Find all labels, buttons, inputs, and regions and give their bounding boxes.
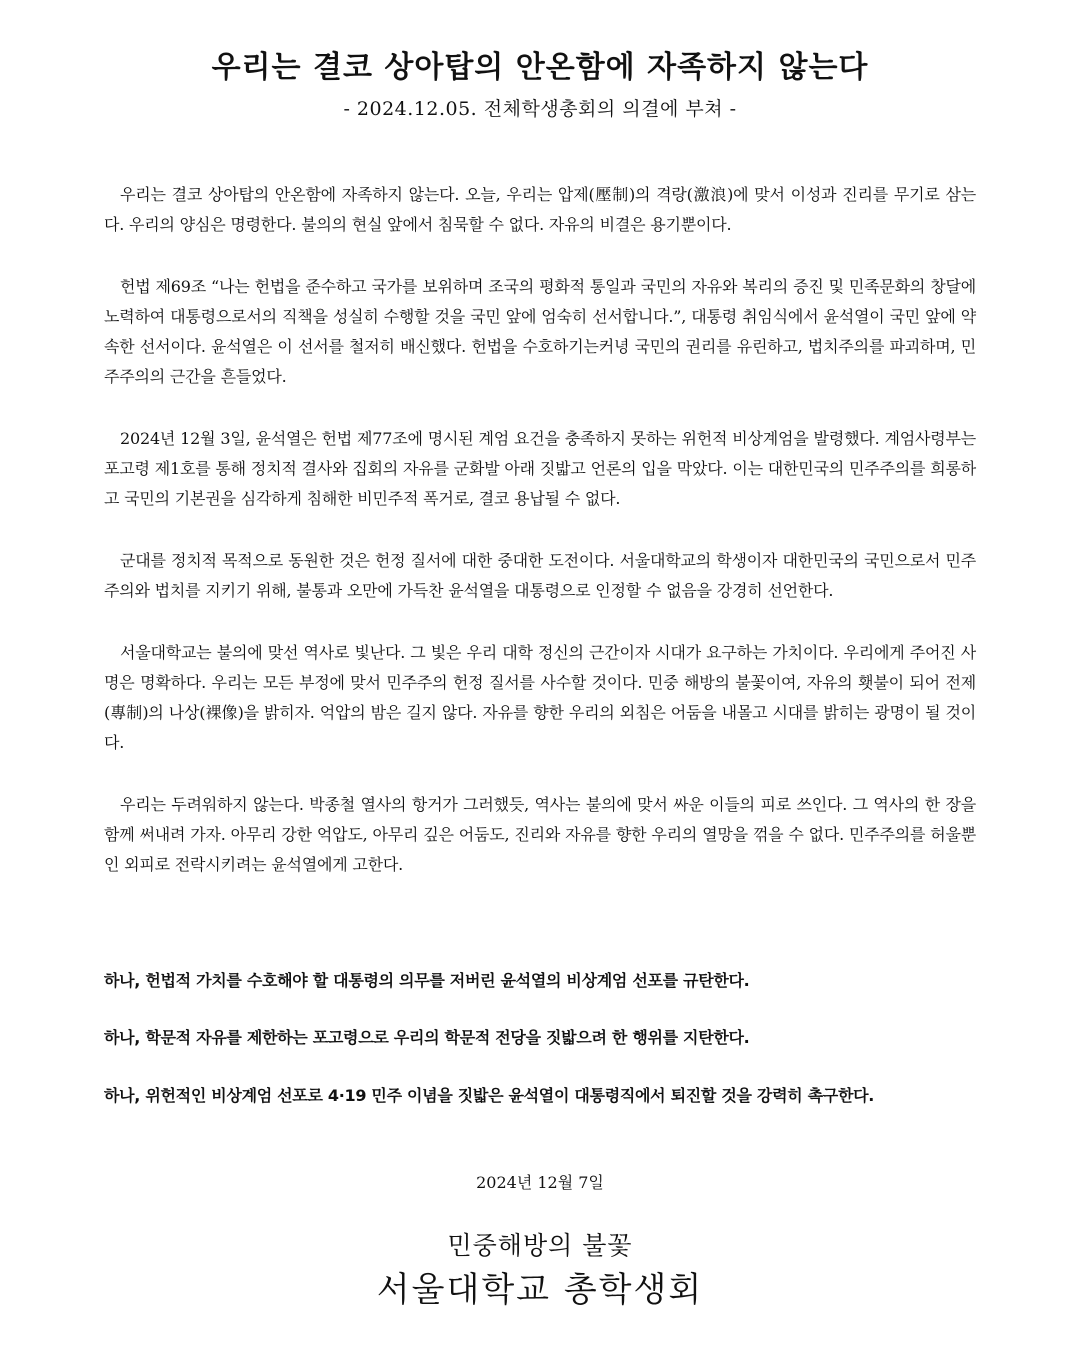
signature-slogan: 민중해방의 불꽃 xyxy=(447,1231,633,1260)
document-title: 우리는 결코 상아탑의 안온함에 자족하지 않는다 xyxy=(211,50,869,85)
paragraph-4: 군대를 정치적 목적으로 동원한 것은 헌정 질서에 대한 중대한 도전이다. 서울대학교의 학생이자 대한민국의 국민으로서 민주주의와 법치를 지키기 위해, 불통과 오만에 가득찬 윤석열을 대통령으로 인정할 수 없음을 강경히 선언한다. xyxy=(104,551,976,600)
resolution-2: 하나, 학문적 자유를 제한하는 포고령으로 우리의 학문적 전당을 짓밟으려 한 행위를 지탄한다. xyxy=(104,1028,750,1047)
resolution-3: 하나, 위헌적인 비상계엄 선포로 4·19 민주 이념을 짓밟은 윤석열이 대통령직에서 퇴진할 것을 강력히 촉구한다. xyxy=(104,1086,875,1105)
paragraph-6: 우리는 두려워하지 않는다. 박종철 열사의 항거가 그러했듯, 역사는 불의에 맞서 싸운 이들의 피로 쓰인다. 그 역사의 한 장을 함께 써내려 가자. 아무리 강한 억압도, 아무리 깊은 어둠도, 진리와 자유를 향한 우리의 열망을 꺾을 수 없다. 민주주의를 허울뿐인 외피로 전락시키려는 윤석열에게 고한다. xyxy=(104,795,976,874)
paragraph-2: 헌법 제69조 “나는 헌법을 준수하고 국가를 보위하며 조국의 평화적 통일과 국민의 자유와 복리의 증진 및 민족문화의 창달에 노력하여 대통령으로서의 직책을 성실히 수행할 것을 국민 앞에 엄숙히 선서합니다.”, 대통령 취임식에서 윤석열이 국민 앞에 약속한 선서이다. 윤석열은 이 선서를 철저히 배신했다. 헌법을 수호하기는커녕 국민의 권리를 유린하고, 법치주의를 파괴하며, 민주주의의 근간을 흔들었다. xyxy=(104,277,976,386)
document-subtitle: - 2024.12.05. 전체학생총회의 의결에 부쳐 - xyxy=(343,98,737,120)
paragraph-3: 2024년 12월 3일, 윤석열은 헌법 제77조에 명시된 계엄 요건을 충족하지 못하는 위헌적 비상계엄을 발령했다. 계엄사령부는 포고령 제1호를 통해 정치적 결사와 집회의 자유를 군화발 아래 짓밟고 언론의 입을 막았다. 이는 대한민국의 민주주의를 희롱하고 국민의 기본권을 심각하게 침해한 비민주적 폭거로, 결코 용납될 수 없다. xyxy=(104,429,976,508)
resolution-1: 하나, 헌법적 가치를 수호해야 할 대통령의 의무를 저버린 윤석열의 비상계엄 선포를 규탄한다. xyxy=(104,971,750,990)
signature-organization: 서울대학교 총학생회 xyxy=(376,1270,704,1310)
paragraph-5: 서울대학교는 불의에 맞선 역사로 빛난다. 그 빛은 우리 대학 정신의 근간이자 시대가 요구하는 가치이다. 우리에게 주어진 사명은 명확하다. 우리는 모든 부정에 맞서 민주주의 헌정 질서를 사수할 것이다. 민중 해방의 불꽃이여, 자유의 횃불이 되어 전제(專制)의 나상(裸像)을 밝히자. 억압의 밤은 길지 않다. 자유를 향한 우리의 외침은 어둠을 내몰고 시대를 밝히는 광명이 될 것이다. xyxy=(104,643,976,752)
paragraph-1: 우리는 결코 상아탑의 안온함에 자족하지 않는다. 오늘, 우리는 압제(壓制)의 격랑(激浪)에 맞서 이성과 진리를 무기로 삼는다. 우리의 양심은 명령한다. 불의의 현실 앞에서 침묵할 수 없다. 자유의 비결은 용기뿐이다. xyxy=(104,185,976,234)
statement-date: 2024년 12월 7일 xyxy=(476,1173,604,1192)
statement-body xyxy=(104,180,976,912)
